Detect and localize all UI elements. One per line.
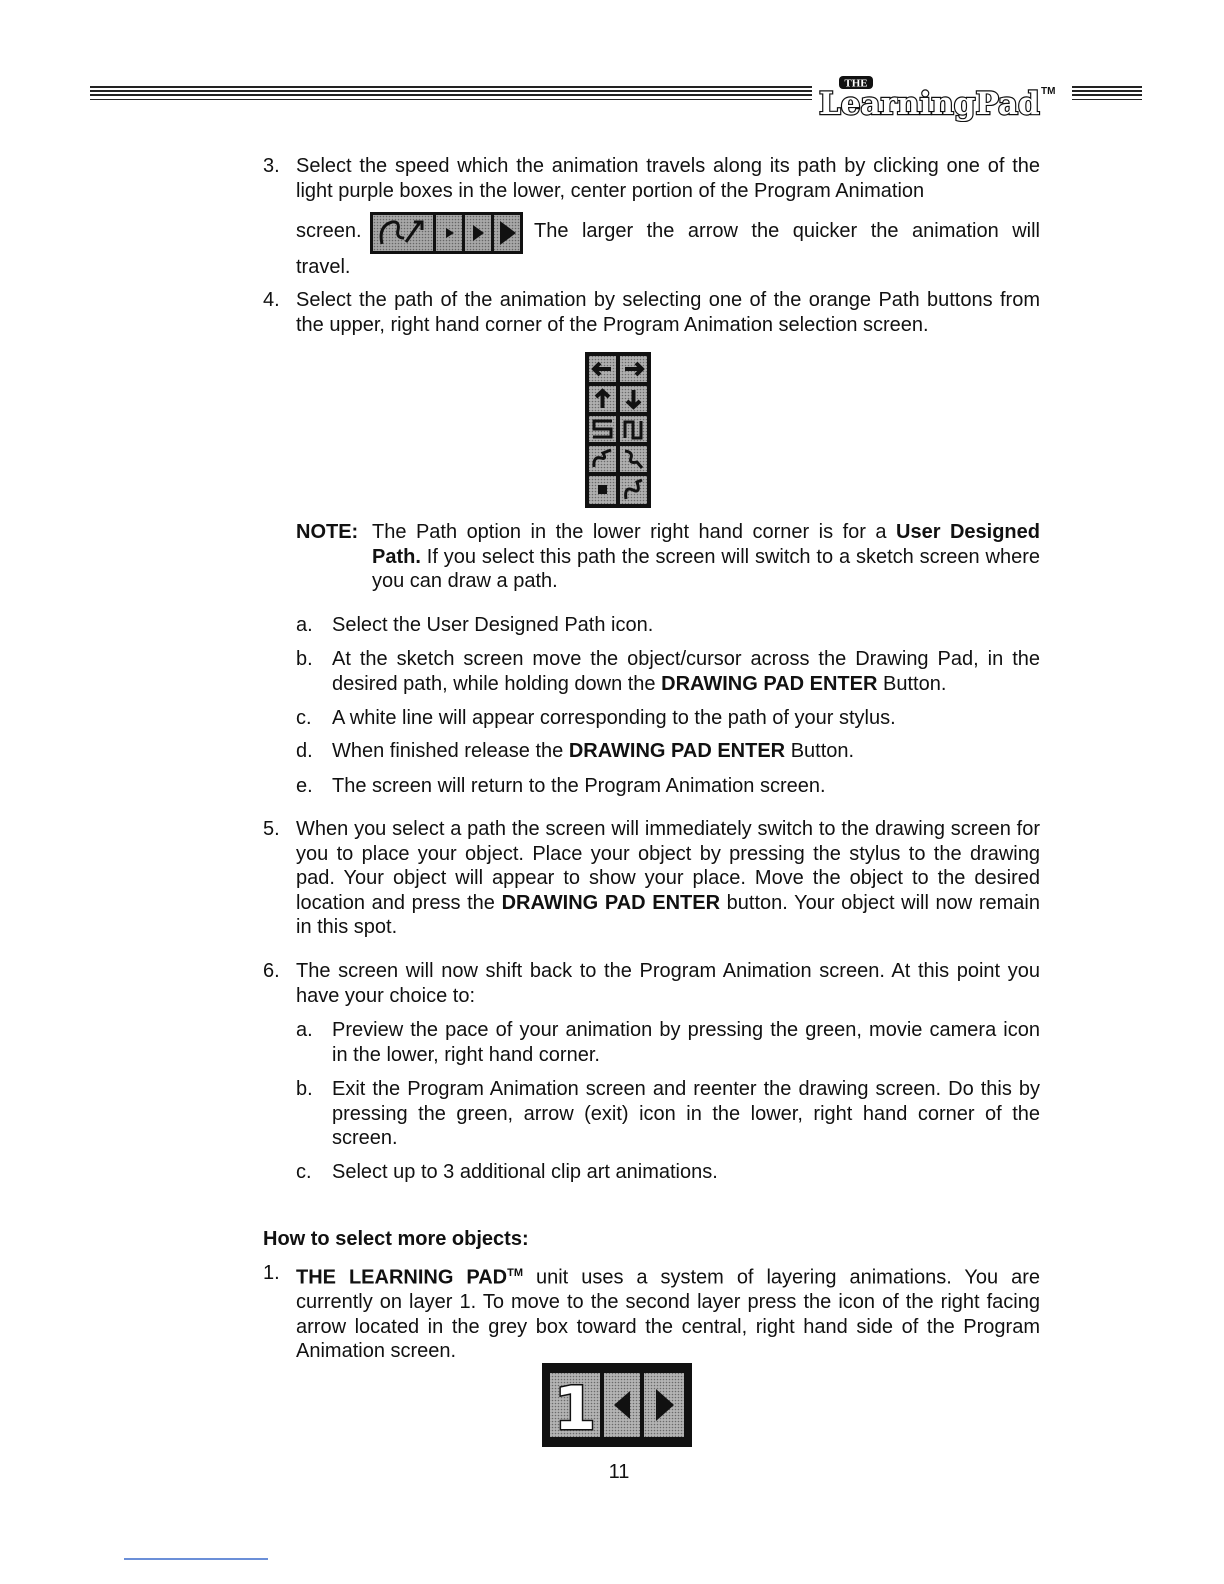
sub-4d-bold: DRAWING PAD ENTER bbox=[568, 740, 786, 762]
path-button-curve-diagonal-up[interactable] bbox=[589, 446, 616, 472]
step-6-number: 6. bbox=[263, 960, 280, 982]
sub-4b-text-1: At the sketch screen move the object/cursor across the Drawing Pad, in the desired path, while holding down the bbox=[332, 648, 1040, 695]
sub-4a-text: Select the User Designed Path icon. bbox=[332, 614, 654, 636]
sub-6c-text: Select up to 3 additional clip art animations. bbox=[332, 1161, 718, 1183]
layer-selector-widget bbox=[542, 1363, 692, 1447]
sub-6b-text: Exit the Program Animation screen and reenter the drawing screen. Do this by pressing the green, arrow (exit) icon in the lower, right hand corner of the screen. bbox=[332, 1078, 1040, 1149]
path-button-right[interactable] bbox=[620, 356, 647, 382]
step-4-text: Select the path of the animation by selecting one of the orange Path buttons from the upper, right hand corner of the Program Animation selection screen. bbox=[296, 289, 1040, 336]
path-button-user-designed[interactable] bbox=[620, 476, 647, 504]
step-5-bold: DRAWING PAD ENTER bbox=[501, 891, 721, 914]
step-4-number: 4. bbox=[263, 289, 280, 311]
path-button-up[interactable] bbox=[589, 386, 616, 412]
sub-4c-text: A white line will appear corresponding to the path of your stylus. bbox=[332, 707, 896, 729]
more-step-1-body: unit uses a system of layering animations. You are currently on layer 1. To move to the second layer press the icon of the right facing arrow located in the grey box toward the central, right hand side of the Program Animation screen. bbox=[296, 1266, 1040, 1363]
sub-4e-text: The screen will return to the Program Animation screen. bbox=[332, 775, 826, 797]
logo-tm-text: TM bbox=[1041, 86, 1055, 97]
sub-4b-letter: b. bbox=[296, 648, 313, 670]
more-step-1-number: 1. bbox=[263, 1262, 280, 1284]
note-label: NOTE: bbox=[296, 521, 359, 543]
path-button-zigzag-up[interactable] bbox=[620, 416, 647, 442]
logo-the-text: THE bbox=[844, 77, 868, 90]
note-text-2: If you select this path the screen will switch to a sketch screen bbox=[426, 545, 980, 568]
learning-pad-logo bbox=[815, 74, 1055, 122]
step-5-text-2: button. Your object will now remain in this spot. bbox=[296, 891, 1040, 938]
path-buttons-grid bbox=[585, 352, 651, 508]
sub-6a-text: Preview the pace of your animation by pressing the green, movie camera icon in the lower, right hand corner. bbox=[332, 1019, 1040, 1066]
step-3-travel: travel. bbox=[296, 256, 351, 278]
note-text-3: where you can draw a path. bbox=[372, 545, 1041, 592]
more-step-1-text bbox=[296, 1261, 1040, 1364]
step-3-number: 3. bbox=[263, 155, 280, 177]
sub-6a-letter: a. bbox=[296, 1019, 313, 1041]
step-6-text: The screen will now shift back to the Program Animation screen. At this point you have your choice to: bbox=[296, 960, 1040, 1007]
speed-selector-icon bbox=[370, 212, 523, 254]
sub-4a-letter: a. bbox=[296, 614, 313, 636]
layer-number: 1 bbox=[554, 1374, 596, 1444]
logo-main-text: LearningPad bbox=[819, 86, 1040, 122]
section-heading: How to select more objects: bbox=[263, 1228, 529, 1250]
step-3-text: Select the speed which the animation travels along its path by clicking one of the light purple boxes in the lower, center portion of the Program Animation bbox=[296, 155, 1040, 202]
more-step-1-bold: THE LEARNING PAD bbox=[296, 1266, 508, 1289]
header-rule-left bbox=[90, 86, 812, 96]
note-text bbox=[372, 520, 1040, 594]
sub-4e-letter: e. bbox=[296, 775, 313, 797]
sub-4b-text-2: Button. bbox=[883, 672, 947, 695]
path-button-zigzag-left[interactable] bbox=[589, 416, 616, 442]
note-bold-1: User Designed bbox=[896, 521, 1040, 543]
note-bold-2: Path. bbox=[372, 545, 421, 568]
bottom-rule bbox=[124, 1558, 268, 1560]
step-3-screen-word: screen. bbox=[296, 220, 362, 242]
step-3-text-continued: The larger the arrow the quicker the animation will bbox=[534, 220, 1040, 242]
sub-4d-text-1: When finished release the bbox=[332, 740, 564, 762]
path-button-left[interactable] bbox=[589, 356, 616, 382]
sub-4d-text bbox=[332, 739, 1040, 764]
sub-6b-letter: b. bbox=[296, 1078, 313, 1100]
header-rule-right bbox=[1072, 86, 1142, 96]
layer-next-button[interactable] bbox=[644, 1373, 684, 1437]
step-5-text bbox=[296, 817, 1040, 940]
sub-4d-letter: d. bbox=[296, 740, 313, 762]
path-button-curve-diagonal-down[interactable] bbox=[620, 446, 647, 472]
step-5-text-1: When you select a path the screen will immediately switch to the drawing screen for you to place your object. Place your object by pressing the stylus to the drawing pad. Your object will appear to show your place. Move the object to the desired location and press the bbox=[296, 818, 1040, 914]
note-text-1: The Path option in the lower right hand corner is for a bbox=[372, 521, 887, 543]
sub-4b-bold: DRAWING PAD ENTER bbox=[661, 672, 878, 695]
layer-prev-button[interactable] bbox=[604, 1373, 640, 1437]
path-button-down[interactable] bbox=[620, 386, 647, 412]
sub-4c-letter: c. bbox=[296, 707, 312, 729]
path-button-stop[interactable] bbox=[589, 476, 616, 504]
step-5-number: 5. bbox=[263, 818, 280, 840]
sub-4b-text bbox=[332, 647, 1040, 696]
sub-6c-letter: c. bbox=[296, 1161, 312, 1183]
more-step-1-tm: TM bbox=[507, 1267, 524, 1279]
page-number: 11 bbox=[608, 1461, 630, 1483]
sub-4d-text-2: Button. bbox=[790, 740, 855, 762]
